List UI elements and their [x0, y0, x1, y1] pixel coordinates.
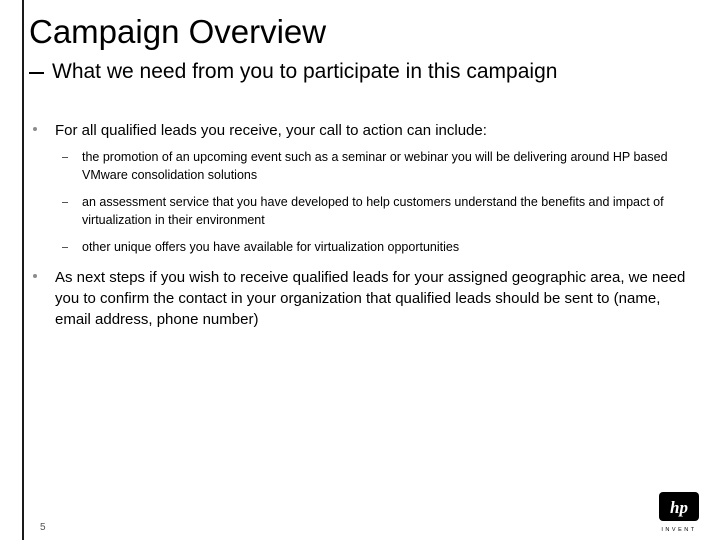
accent-bar [22, 0, 24, 540]
subtitle-dash [29, 72, 44, 74]
sub-bullet-item [62, 148, 682, 184]
bullet-item [33, 120, 693, 141]
sub-bullet-dash [62, 202, 68, 203]
bullet-text: As next steps if you wish to receive qualified leads for your assigned geographic area, we need you to confirm the contact in your organization that qualified leads should be sent to (name, email address, phone number) [55, 269, 686, 328]
sub-bullet-item [62, 238, 682, 256]
sub-bullet-item [62, 193, 682, 229]
sub-bullet-dash [62, 247, 68, 248]
bullet-text: For all qualified leads you receive, your call to action can include: [55, 122, 487, 139]
bullet-dot [33, 274, 37, 278]
sub-bullet-text: the promotion of an upcoming event such as a seminar or webinar you will be delivering around HP based VMware consolidation solutions [82, 150, 668, 182]
page-number: 5 [40, 522, 46, 533]
hp-logo [658, 491, 700, 533]
bullet-item [33, 267, 693, 330]
slide-title: Campaign Overview [29, 13, 327, 50]
sub-bullet-text: other unique offers you have available for virtualization opportunities [82, 240, 460, 254]
slide-subtitle [29, 57, 557, 87]
bullet-dot [33, 127, 37, 131]
sub-bullet-text: an assessment service that you have developed to help customers understand the benefits and impact of virtualization in their environment [82, 195, 664, 227]
hp-logo-tagline: INVENT [661, 527, 697, 533]
slide-subtitle-text: What we need from you to participate in this campaign [52, 60, 558, 83]
hp-logo-mark: hp [670, 498, 688, 517]
sub-bullet-dash [62, 157, 68, 158]
